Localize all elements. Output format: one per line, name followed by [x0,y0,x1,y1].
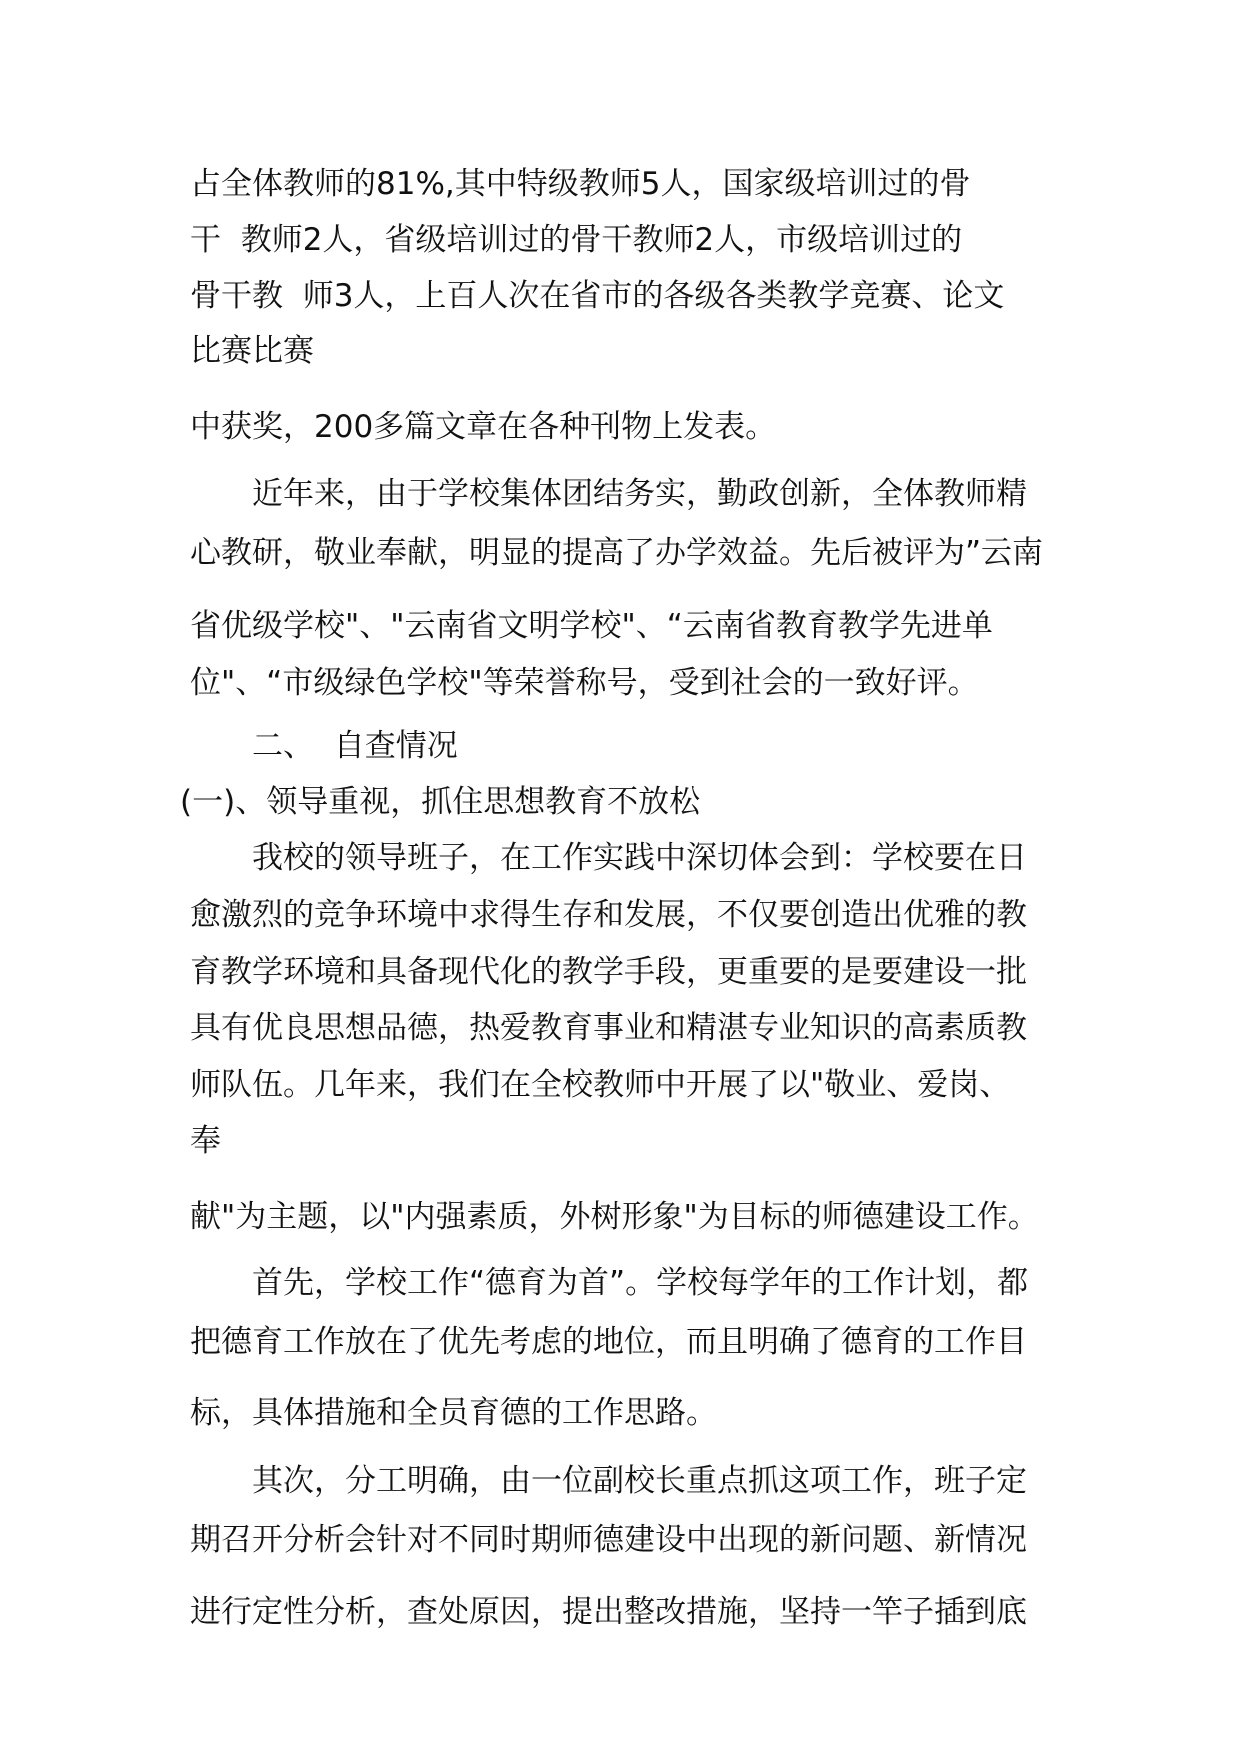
paragraph-line: 位"、“市级绿色学校"等荣誉称号，受到社会的一致好评。 [190,665,979,701]
paragraph-line: 心教研，敬业奉献，明显的提高了办学效益。先后被评为”云南 [190,535,1044,571]
paragraph-line: 育教学环境和具备现代化的教学手段，更重要的是要建设一批 [190,954,1027,990]
subsection-heading: (一)、领导重视，抓住思想教育不放松 [180,784,701,820]
paragraph-line: 占全体教师的81%,其中特级教师5人，国家级培训过的骨 [190,166,971,202]
paragraph-line: 比赛比赛 [190,333,314,369]
paragraph-line: 师队伍。几年来，我们在全校教师中开展了以"敬业、爱岗、 [190,1067,1011,1103]
paragraph-line: 骨干教 师3人，上百人次在省市的各级各类教学竞赛、论文 [190,278,1005,314]
paragraph-first-line: 近年来，由于学校集体团结务实，勤政创新，全体教师精 [252,476,1027,512]
paragraph-line: 省优级学校"、"云南省文明学校"、“云南省教育教学先进单 [190,608,993,644]
paragraph-line: 愈激烈的竞争环境中求得生存和发展，不仅要创造出优雅的教 [190,897,1027,933]
paragraph-first-line: 其次，分工明确，由一位副校长重点抓这项工作，班子定 [252,1463,1027,1499]
paragraph-line: 奉 [190,1123,221,1159]
paragraph-line: 把德育工作放在了优先考虑的地位，而且明确了德育的工作目 [190,1324,1027,1360]
paragraph-line: 进行定性分析，查处原因，提出整改措施，坚持一竿子插到底 [190,1594,1027,1630]
section-heading: 二、 自查情况 [252,728,458,764]
paragraph-line: 干 教师2人，省级培训过的骨干教师2人，市级培训过的 [190,222,963,258]
paragraph-line: 标，具体措施和全员育德的工作思路。 [190,1395,717,1431]
paragraph-line: 期召开分析会针对不同时期师德建设中出现的新问题、新情况 [190,1522,1027,1558]
paragraph-first-line: 首先，学校工作“德育为首”。学校每学年的工作计划，都 [252,1265,1029,1301]
paragraph-first-line: 我校的领导班子，在工作实践中深切体会到：学校要在日 [252,840,1027,876]
paragraph-line: 中获奖，200多篇文章在各种刊物上发表。 [190,409,777,445]
paragraph-line: 具有优良思想品德，热爱教育事业和精湛专业知识的高素质教 [190,1010,1027,1046]
paragraph-line: 献"为主题，以"内强素质，外树形象"为目标的师德建设工作。 [190,1199,1039,1235]
